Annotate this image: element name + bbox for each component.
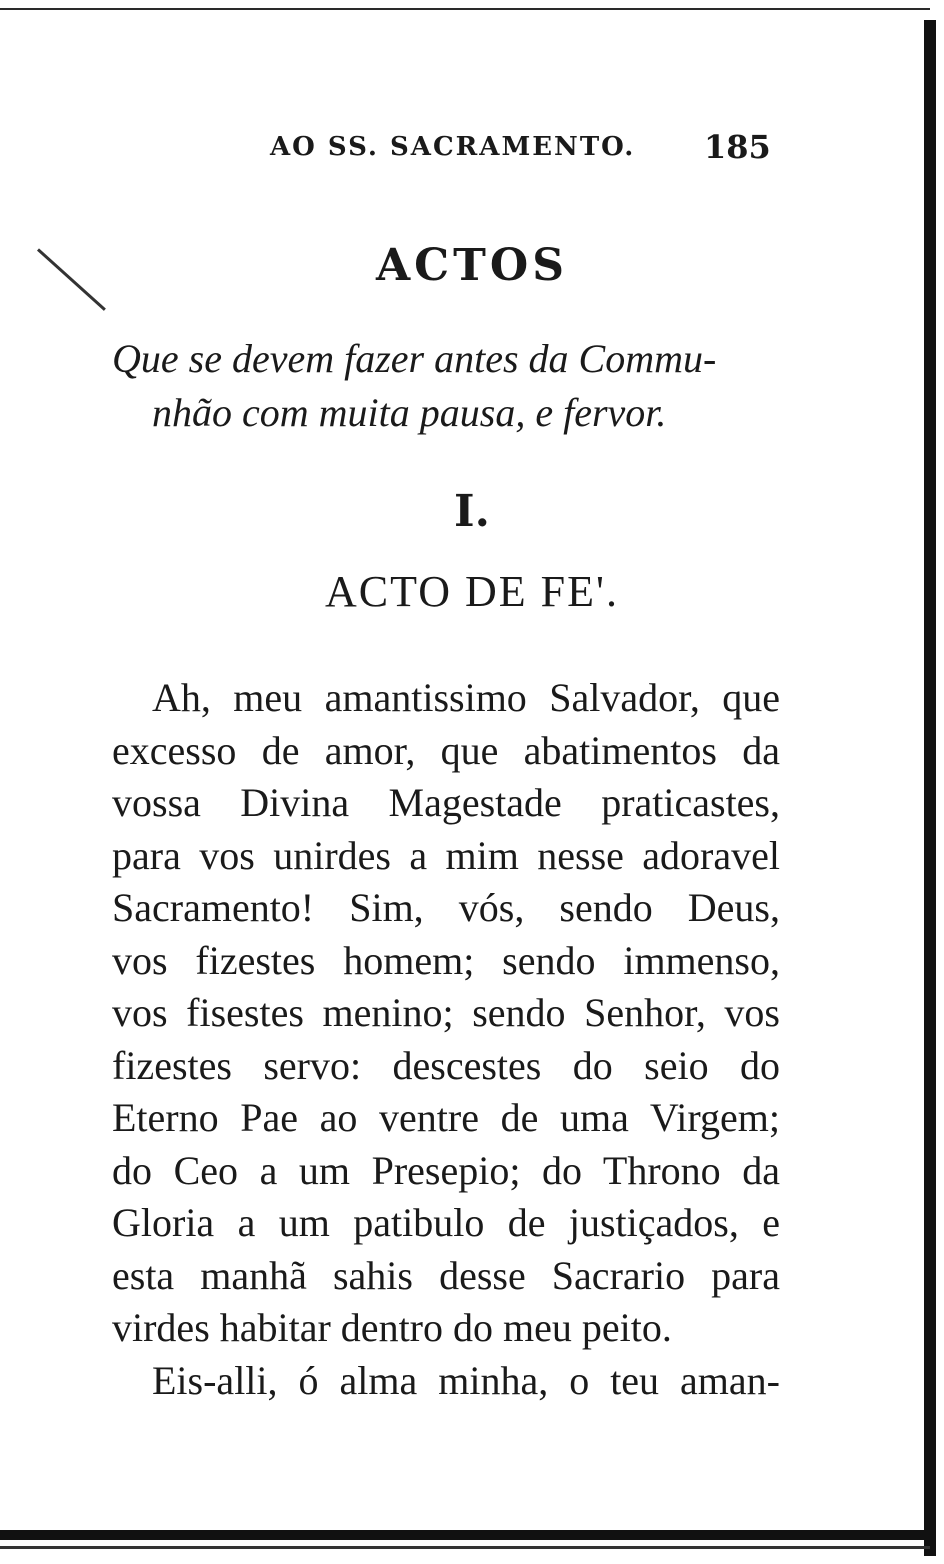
section-title: ACTO DE FE'.: [325, 567, 619, 616]
body-line: virdes habitar dentro do meu peito.: [112, 1305, 672, 1350]
section-number: I.: [454, 486, 490, 537]
body-line: Gloria a um patibulo de justiçados, e: [112, 1200, 780, 1245]
subtitle-line-2: nhão com muita pausa, e fervor.: [152, 390, 667, 435]
subtitle-line-1: Que se devem fazer antes da Commu-: [112, 336, 717, 381]
subtitle: [112, 332, 792, 440]
body-line: Eis-alli, ó alma minha, o teu aman-: [152, 1357, 780, 1403]
body-line: vossa Divina Magestade praticastes,: [112, 780, 780, 825]
page-top-edge: [0, 8, 930, 10]
body-line: vos fisestes menino; sendo Senhor, vos: [112, 990, 780, 1035]
running-head: AO SS. SACRAMENTO.: [270, 132, 636, 162]
page-bottom-edge: [0, 1530, 934, 1540]
body-line: para vos unirdes a mim nesse adoravel: [112, 832, 780, 878]
body-line: excesso de amor, que abatimentos da: [112, 727, 780, 773]
body-line: do Ceo a um Presepio; do Throno da: [112, 1147, 780, 1193]
body-line: Ah, meu amantissimo Salvador, que: [152, 675, 780, 720]
page-bottom-edge-line: [0, 1546, 930, 1549]
body-line: Eterno Pae ao ventre de uma Virgem;: [112, 1095, 780, 1140]
page-title: ACTOS: [375, 240, 568, 291]
body-text: [112, 672, 780, 1407]
body-line: fizestes servo: descestes do seio do: [112, 1042, 780, 1088]
body-line: vos fizestes homem; sendo immenso,: [112, 937, 780, 983]
body-line: Sacramento! Sim, vós, sendo Deus,: [112, 885, 780, 930]
page-number: 185: [704, 128, 771, 166]
body-line: esta manhã sahis desse Sacrario para: [112, 1252, 780, 1298]
